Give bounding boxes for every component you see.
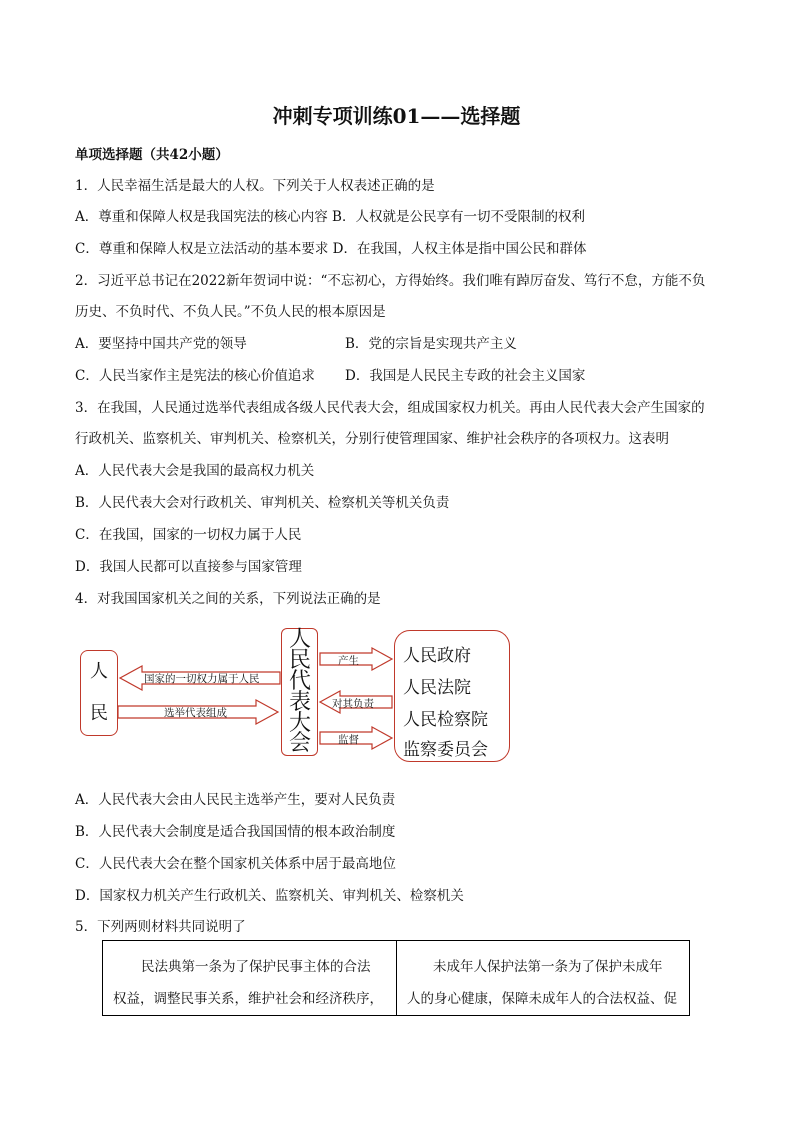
question-3-option-c: C．在我国，国家的一切权力属于人民 <box>75 527 302 543</box>
people-label-char: 民 <box>90 703 108 724</box>
responsible-arrow-label: 对其负责 <box>332 698 374 710</box>
supervise-arrow-label: 监督 <box>338 734 359 746</box>
congress-box <box>281 628 318 756</box>
power-arrow-label: 国家的一切权力属于人民 <box>144 673 260 685</box>
materials-table <box>102 940 690 1016</box>
page-title: 冲刺专项训练01——选择题 <box>272 104 521 128</box>
question-1-stem: 1．人民幸福生活是最大的人权。下列关于人权表述正确的是 <box>75 178 435 194</box>
question-4-stem: 4．对我国国家机关之间的关系，下列说法正确的是 <box>75 591 381 607</box>
produce-arrow-label: 产生 <box>338 655 359 667</box>
question-2-stem-line2: 历史、不负时代、不负人民。”不负人民的根本原因是 <box>75 304 386 320</box>
organ-procuratorate: 人民检察院 <box>403 710 488 730</box>
material-left-line2: 权益，调整民事关系，维护社会和经济秩序， <box>113 991 383 1007</box>
question-3-option-b: B．人民代表大会对行政机关、审判机关、检察机关等机关负责 <box>75 495 450 511</box>
question-4-option-d: D．国家权力机关产生行政机关、监察机关、审判机关、检察机关 <box>75 888 464 904</box>
question-3-option-a: A．人民代表大会是我国的最高权力机关 <box>75 463 315 479</box>
organ-court: 人民法院 <box>403 678 471 698</box>
congress-label-char: 大 <box>288 711 311 736</box>
organ-supervision-commission: 监察委员会 <box>403 740 488 760</box>
question-4-option-c: C．人民代表大会在整个国家机关体系中居于最高地位 <box>75 856 396 872</box>
congress-label-char: 民 <box>288 648 311 673</box>
state-organs-box <box>394 630 510 762</box>
elect-arrow-label: 选举代表组成 <box>164 707 227 719</box>
congress-label-char: 代 <box>288 669 311 694</box>
state-organs-diagram <box>80 626 512 764</box>
section-heading: 单项选择题（共42小题） <box>75 147 229 163</box>
congress-label-char: 会 <box>288 731 311 756</box>
people-box <box>80 650 118 736</box>
question-2-option-b: B．党的宗旨是实现共产主义 <box>345 336 517 352</box>
question-2-option-d: D．我国是人民民主专政的社会主义国家 <box>345 368 586 384</box>
question-2-option-c: C．人民当家作主是宪法的核心价值追求 <box>75 368 315 384</box>
organ-government: 人民政府 <box>403 646 471 666</box>
question-4-option-a: A．人民代表大会由人民民主选举产生，要对人民负责 <box>75 792 396 808</box>
question-2-option-a: A．要坚持中国共产党的领导 <box>75 336 247 352</box>
question-3-option-d: D．我国人民都可以直接参与国家管理 <box>75 559 302 575</box>
question-1-options-cd: C．尊重和保障人权是立法活动的基本要求 D．在我国，人权主体是指中国公民和群体 <box>75 241 587 257</box>
material-right-line2: 人的身心健康，保障未成年人的合法权益、促 <box>407 991 677 1007</box>
question-3-stem-line2: 行政机关、监察机关、审判机关、检察机关，分别行使管理国家、维护社会秩序的各项权力。这表明 <box>75 431 669 447</box>
congress-label-char: 人 <box>288 627 311 652</box>
question-1-options-ab: A．尊重和保障人权是我国宪法的核心内容 B．人权就是公民享有一切不受限制的权利 <box>75 209 585 225</box>
material-left-line1: 民法典第一条为了保护民事主体的合法 <box>141 959 371 975</box>
material-right-line1: 未成年人保护法第一条为了保护未成年 <box>433 959 663 975</box>
table-divider <box>396 941 397 1015</box>
people-label-char: 人 <box>90 661 108 682</box>
question-5-stem: 5．下列两则材料共同说明了 <box>75 919 246 935</box>
congress-label-char: 表 <box>288 690 311 715</box>
question-3-stem-line1: 3．在我国，人民通过选举代表组成各级人民代表大会，组成国家权力机关。再由人民代表大会产生国家的 <box>75 400 705 416</box>
question-2-stem-line1: 2．习近平总书记在2022新年贺词中说：“不忘初心，方得始终。我们唯有踔厉奋发、笃行不怠，方能不负 <box>75 273 706 289</box>
question-4-option-b: B．人民代表大会制度是适合我国国情的根本政治制度 <box>75 824 396 840</box>
